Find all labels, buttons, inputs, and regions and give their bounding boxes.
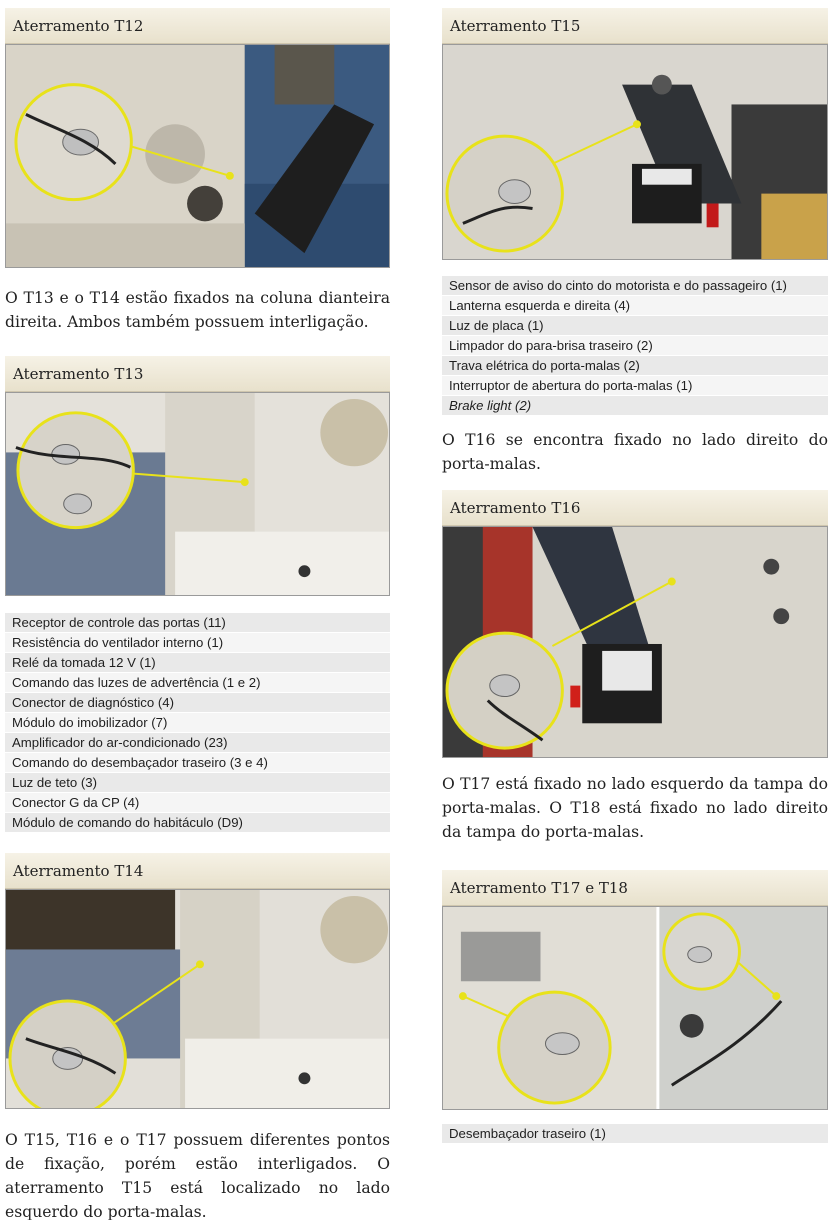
section-caption: Aterramento T12	[5, 8, 390, 44]
list-item: Relé da tomada 12 V (1)	[5, 653, 390, 673]
list-item: Comando das luzes de advertência (1 e 2)	[5, 673, 390, 693]
photo-t16	[442, 526, 828, 758]
section-t13	[5, 356, 390, 596]
t15-item-list	[442, 276, 828, 416]
paragraph-t14: O T15, T16 e o T17 possuem diferentes pontos de fixação, porém estão interligados. O aterramento T15 está localizado no lado esquerdo do porta-malas.	[5, 1131, 390, 1220]
section-t14	[5, 853, 390, 1109]
list-item: Brake light (2)	[442, 396, 828, 416]
list-item: Desembaçador traseiro (1)	[442, 1124, 828, 1144]
t13-item-list	[5, 613, 390, 833]
list-item: Amplificador do ar-condicionado (23)	[5, 733, 390, 753]
list-item: Limpador do para-brisa traseiro (2)	[442, 336, 828, 356]
section-t16	[442, 490, 828, 758]
list-item: Sensor de aviso do cinto do motorista e do passageiro (1)	[442, 276, 828, 296]
paragraph-t16: O T17 está fixado no lado esquerdo da tampa do porta-malas. O T18 está fixado no lado direito da tampa do porta-malas.	[442, 775, 828, 841]
section-t17-t18	[442, 870, 828, 1110]
list-item: Conector de diagnóstico (4)	[5, 693, 390, 713]
photo-t14	[5, 889, 390, 1109]
photo-t12	[5, 44, 390, 268]
section-caption: Aterramento T14	[5, 853, 390, 889]
list-item: Luz de placa (1)	[442, 316, 828, 336]
list-item: Receptor de controle das portas (11)	[5, 613, 390, 633]
photo-t17-t18	[442, 906, 828, 1110]
paragraph-t15: O T16 se encontra fixado no lado direito do porta-malas.	[442, 431, 828, 473]
section-t12	[5, 8, 390, 268]
section-caption: Aterramento T16	[442, 490, 828, 526]
section-caption: Aterramento T15	[442, 8, 828, 44]
list-item: Conector G da CP (4)	[5, 793, 390, 813]
section-caption: Aterramento T13	[5, 356, 390, 392]
paragraph-t12: O T13 e o T14 estão fixados na coluna dianteira direita. Ambos também possuem interligação.	[5, 289, 390, 331]
section-t15	[442, 8, 828, 260]
t17-t18-item-list	[442, 1124, 828, 1144]
photo-t15	[442, 44, 828, 260]
list-item: Resistência do ventilador interno (1)	[5, 633, 390, 653]
list-item: Interruptor de abertura do porta-malas (1)	[442, 376, 828, 396]
list-item: Trava elétrica do porta-malas (2)	[442, 356, 828, 376]
list-item: Módulo de comando do habitáculo (D9)	[5, 813, 390, 833]
section-caption: Aterramento T17 e T18	[442, 870, 828, 906]
list-item: Módulo do imobilizador (7)	[5, 713, 390, 733]
list-item: Comando do desembaçador traseiro (3 e 4)	[5, 753, 390, 773]
list-item: Luz de teto (3)	[5, 773, 390, 793]
list-item: Lanterna esquerda e direita (4)	[442, 296, 828, 316]
photo-t13	[5, 392, 390, 596]
